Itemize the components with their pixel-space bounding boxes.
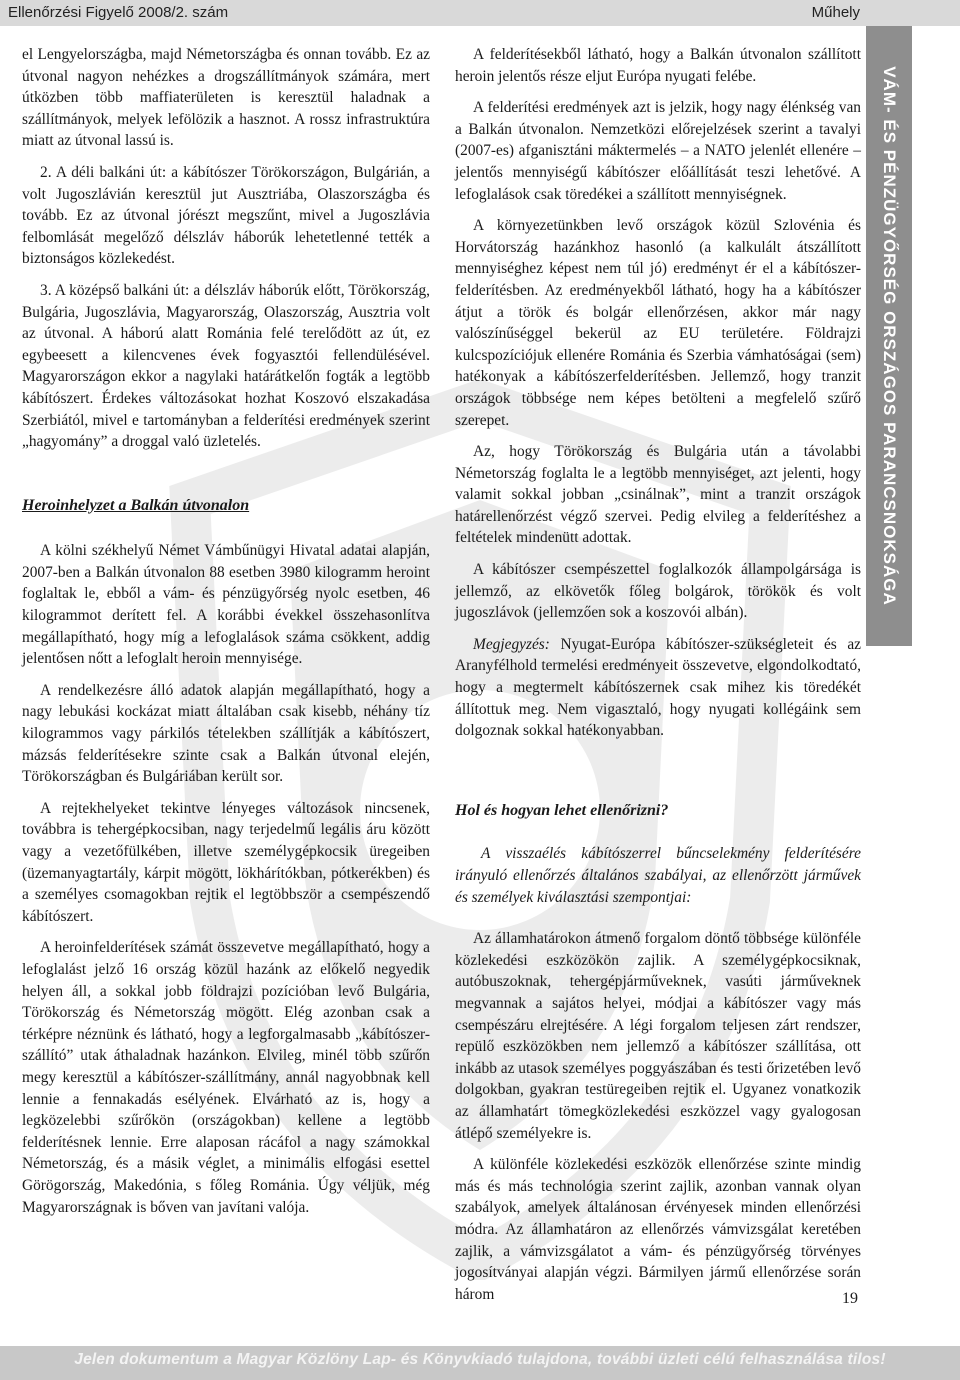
lead-paragraph: A visszaélés kábítószerrel bűncselekmény felderítésére irányuló ellenőrzés általános szabályai, az ellenőrzött járművek és személyek kiválasztási szempontjai: (455, 845, 861, 906)
copyright-footer (0, 1346, 960, 1380)
paragraph: A kölni székhelyű Német Vámbűnügyi Hivatal adatai alapján, 2007-ben a Balkán útvonalon 88 esetben 3980 kilogramm heroint foglaltak le, ebből a vám- és pénzügyőrség nyolc esetben, 46 kilogrammot derített fel. A korábbi évekkel összehasonlítva megállapítható, hogy míg a lefoglalások száma csökkent, addig jelentősen nőtt a lefoglalt heroin mennyisége. (22, 542, 430, 668)
paragraph: A felderítésekből látható, hogy a Balkán útvonalon szállított heroin jelentős része eljut Európa nyugati felébe. (455, 46, 861, 85)
paragraph: 2. A déli balkáni út: a kábítószer Törökországon, Bulgárián, a volt Jugoszlávián keresztül jut Ausztriába, Olaszországba és tovább. Ez az útvonal jórészt megszűnt, mivel a Jugoszlávia felbomlását megelőző délszláv háborúk lehetetlenné tették a biztonságos közlekedést. (22, 163, 430, 268)
paragraph: A különféle közlekedési eszközök ellenőrzése szinte mindig más és más technológia szerint zajlik, azonban vannak olyan szabályok, amelyek általánosan érvényesek minden ellenőrzési módra. Az államhatáron az ellenőrzés vámvizsgálat keretében zajlik, a vámvizsgálatot a vám- és pénzügyőrség törvényes jogosítványai alapján végzi. Bármilyen jármű ellenőrzése során három (455, 1156, 861, 1303)
note-label: Megjegyzés: (473, 635, 550, 653)
left-column (22, 44, 430, 1218)
paragraph: A felderítési eredmények azt is jelzik, hogy nagy élénkség van a Balkán útvonalon. Nemzetközi előrejelzések szerint a tavalyi (2007-es) afganisztáni máktermelés – a NATO jelenlét ellenére – jelentős mennyiségű kábítószer előállítását teszi lehetővé. A lefoglalások csak töredékei a szállított mennyiségnek. (455, 99, 861, 203)
section-heading: Hol és hogyan lehet ellenőrizni? (455, 801, 669, 819)
paragraph: Az államhatárokon átmenő forgalom döntő többsége különféle közlekedési eszközökön zajlik. A személygépkocsiknak, autóbuszoknak, tehergépjárműveknek, vasúti járműveknek megvannak a sajátos helyei, módjai a kábítószer vagy más csempészáru elrejtésére. A légi forgalom teljesen zárt rendszer, repülő eszközökben nem jellemző a kábítószer szállítása, ott inkább az utasok személyes poggyászában és testi őrizetében levő dolgokban, gyakran testüregeiben rejtik el. Ugyanez vonatkozik az államhatárt tömegközlekedési eszközzel vagy gyalogosan átlépő személyekre is. (455, 930, 861, 1142)
section-name: Műhely (811, 4, 860, 21)
footer-notice: Jelen dokumentum a Magyar Közlöny Lap- és Könyvkiadó tulajdona, további üzleti célú felhasználása tilos! (74, 1351, 886, 1368)
organization-sidebar (866, 26, 912, 646)
note-paragraph (455, 634, 861, 742)
paragraph: A kábítószer csempészettel foglalkozók állampolgársága is jellemző, az elkövetők főleg bolgárok, törökök és volt jugoszlávok (jellemzően sok a koszovói albán). (455, 561, 861, 622)
paragraph: A heroinfelderítések számát összevetve megállapítható, hogy a lefoglalást jelző 16 ország közül hazánk az előkelő negyedik helyen áll, a sokkal jobb földrajzi pozícióban levő Bulgária, Törökország és Németország mögött. Elég azonban csak a térképre néznünk és látható, hogy a legforgalmasabb „kábítószer-szállító” utak áthaladnak hazánkon. Elvileg, minél több szűrőn megy keresztül a kábítószer-szállítmány, annál nagyobbnak kell lennie a fennakadás esélyének. Elvárható az is, hogy a legközelebbi szűrőkön (országokban) kellene a legtöbb felderítésnek lennie. Erre alaposan rácáfol a nagy számokkal Németország, és a másik véglet, a minimális elfogási esettel Görögország, Makedónia, s főleg Románia. Úgy véljük, még Magyarországnak is bőven van javítani valója. (22, 939, 430, 1216)
paragraph: A rendelkezésre álló adatok alapján megállapítható, hogy a nagy lebukási kockázat miatt általában csak kisebb, néhány tíz kilogrammos vagy párkilós tételekben szállítják a kábítószert, mázsás felderítésekre szinte csak a Balkán útvonal elején, Törökországban és Bulgáriában került sor. (22, 681, 430, 786)
paragraph: 3. A középső balkáni út: a délszláv háborúk előtt, Törökország, Bulgária, Jugoszlávia, Magyarország, Olaszország, Ausztria volt az útvonal. A háború alatt Románia felé terelődött az út, ez egybeesett a kilencvenes évek fogyasztói fellendülésével. Magyarországon ekkor a nagylaki határátkelőn fogták a legtöbb kábítószert. Érdekes változásokat hozhat Koszovó elszakadása Szerbiától, mivel e tartományban a felderítési eredmények szerint „hagyomány” a droggal való üzletelés. (22, 281, 430, 451)
right-column (455, 44, 861, 1305)
paragraph: el Lengyelországba, majd Németországba és onnan tovább. Ez az útvonal nagyon nehézkes a drogszállítmányok számára, mert útközben több maffiaterületen is keresztül haladnak a szállítmányok, melyek lefölözik a hasznot. A rossz infrastruktúra miatt az útvonal lassú is. (22, 46, 430, 150)
section-heading: Heroinhelyzet a Balkán útvonalon (22, 496, 250, 514)
paragraph: A rejtekhelyeket tekintve lényeges változások nincsenek, továbbra is tehergépkocsiban, nagy terjedelmű legális áru között vagy a vezetőfülkében, illetve személygépkocsik üregeiben (üzemanyagtartály, kárpit mögött, lökhárítókban, pótkerékben) és a személyes csomagokban rejtik el legtöbbször a csempészendő kábítószert. (22, 799, 430, 925)
paragraph: A környezetünkben levő országok közül Szlovénia és Horvátország hazánkhoz hasonló (a kalkulált átszállított mennyiséghez képest nem túl jó) eredményt ér el a kábítószer-felderítésben. Az eredményekből látható, hogy ha a kábítószer átjut a török és bolgár ellenőrzésen, akkor már nagy valószínűséggel bekerül az EU területére. Földrajzi kulcspozíciójuk ellenére Románia és Szerbia vámhatóságai (sem) hatékonyak a kábítószerfelderítésben. Jellemző, hogy tranzit országok többsége nem képes betölteni a megfelelő szűrő szerepet. (455, 217, 861, 429)
page-number: 19 (842, 1290, 858, 1307)
journal-title: Ellenőrzési Figyelő 2008/2. szám (8, 4, 229, 21)
sidebar-label: VÁM- ÉS PÉNZÜGYŐRSÉG ORSZÁGOS PARANCSNOKSÁGA (880, 66, 899, 606)
paragraph: Az, hogy Törökország és Bulgária után a távolabbi Németország foglalta le a legtöbb mennyiséget, azt jelenti, hogy valamit sokkal jobban „csinálnak”, mint a tranzit országok határellenőrzést végző szervei. Pedig elvileg a felderítéshez a feltételek mindenütt adottak. (455, 443, 861, 547)
note-text: Nyugat-Európa kábítószer-szükségleteit és az Aranyfélhold termelési eredményeit összevetve, elgondolkodtató, hogy a megtermelt kábítószernek csak mihez kis töredékét állítottuk meg. Nem vigasztaló, hogy nyugati kollégáink sem dolgoznak sokkal hatékonyabban. (455, 635, 861, 740)
running-header (0, 0, 960, 26)
